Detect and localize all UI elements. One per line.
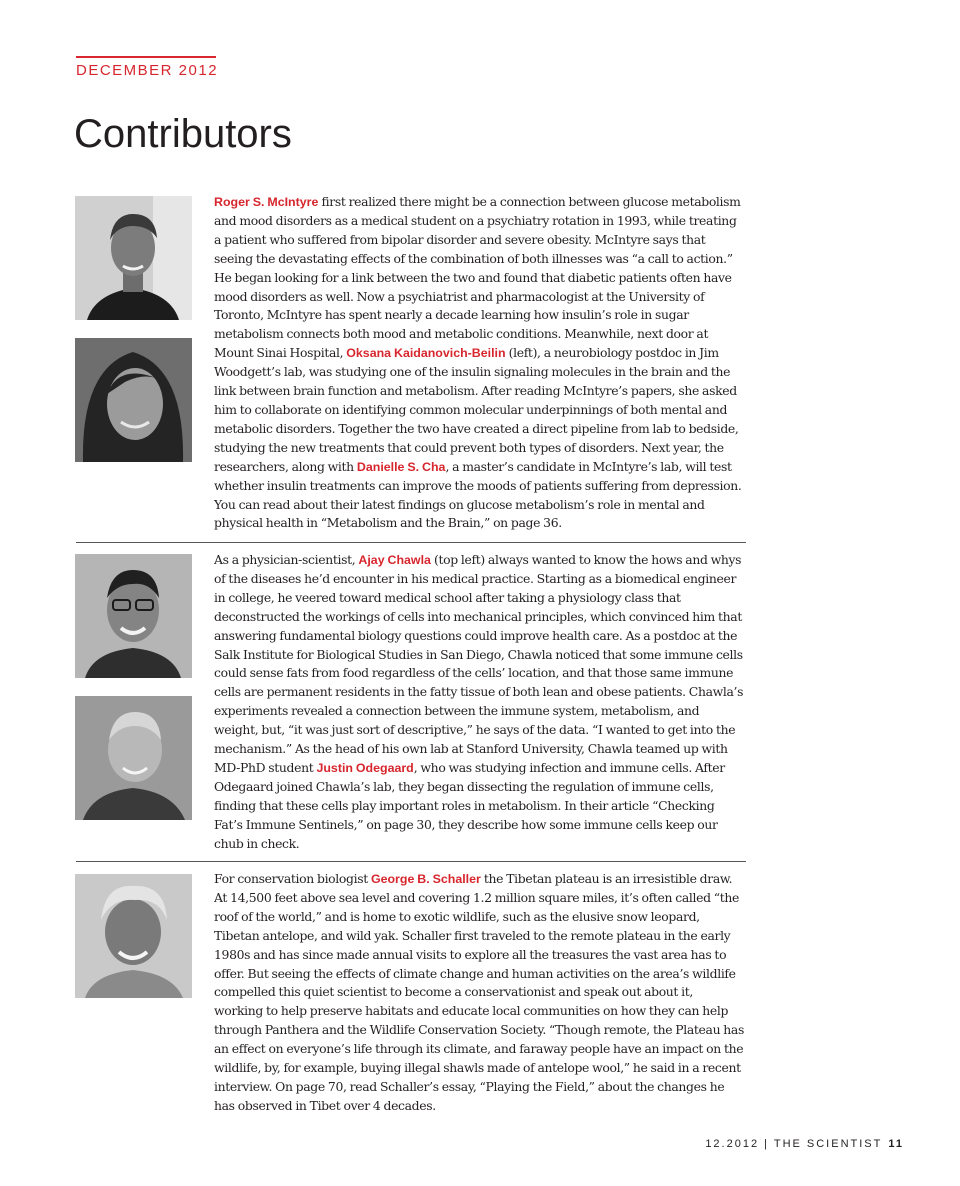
issue-date: DECEMBER 2012 <box>76 62 219 79</box>
contributor-name: George B. Schaller <box>370 872 481 886</box>
page-number: 11 <box>888 1138 904 1150</box>
contributor-photo <box>75 554 192 678</box>
section-divider <box>76 861 746 862</box>
contributor-bio: For conservation biologist George B. Schaller the Tibetan plateau is an irresistible draw. At 14,500 feet above sea level and covering 1.2 million square miles, it’s often called “the roof of the world,” and is home to exotic wildlife, such as the elusive snow leopard, Tibetan antelope, and wild yak. Schaller first traveled to the remote plateau in the early 1980s and has since made annual visits to explore all the treasures the vast area has to offer. But seeing the effects of climate change and human activities on the area’s wildlife compelled this quiet scientist to become a conservationist and speak out about it, working to help preserve habitats and educate local communities on how they can help through Panthera and the Wildlife Conservation Society. “Though remote, the Plateau has an effect on everyone’s life through its climate, and faraway people have an impact on the wildlife, by, for example, buying illegal shawls made of antelope wool,” he said in a recent interview. On page 70, read Schaller’s essay, “Playing the Field,” about the changes he has observed in Tibet over 4 decades. <box>214 871 744 1113</box>
contributor-name: Ajay Chawla <box>358 553 431 567</box>
contributor-photo <box>75 196 192 320</box>
page-footer <box>705 1138 904 1150</box>
folio-text: 12.2012 | THE SCIENTIST <box>705 1138 883 1150</box>
page-title: Contributors <box>74 112 292 156</box>
contributor-photo <box>75 338 192 462</box>
contributor-bio: Roger S. McIntyre first realized there might be a connection between glucose metabolism and mood disorders as a medical student on a psychiatry rotation in 1993, while treating a patient who suffered from bipolar disorder and severe obesity. McIntyre says that seeing the devastating effects of the combination of both illnesses was “a call to action.” He began looking for a link between the two and found that diabetic patients often have mood disorders as well. Now a psychiatrist and pharmacologist at the University of Toronto, McIntyre has spent nearly a decade learning how insulin’s role in sugar metabolism connects both mood and metabolic conditions. Meanwhile, next door at Mount Sinai Hospital, Oksana Kaidanovich-Beilin (left), a neurobiology postdoc in Jim Woodgett’s lab, was studying one of the insulin signaling molecules in the brain and the link between brain function and metabolism. After reading McIntyre’s papers, she asked him to collaborate on identifying common molecular underpinnings of both mental and metabolic disorders. Together the two have created a direct pipeline from lab to bedside, studying the new treatments that could prevent both types of disorders. Next year, the researchers, along with Danielle S. Cha, a master’s candidate in McIntyre’s lab, will test whether insulin treatments can improve the moods of patients suffering from depression. You can read about their latest findings on glucose metabolism’s role in mental and physical health in “Metabolism and the Brain,” on page 36. <box>214 194 742 531</box>
section-divider <box>76 542 746 543</box>
contributor-photo <box>75 874 192 998</box>
contributor-photo <box>75 696 192 820</box>
contributor-name: Danielle S. Cha <box>356 459 446 474</box>
contributor-bio: As a physician-scientist, Ajay Chawla (top left) always wanted to know the hows and whys of the diseases he’d encounter in his medical practice. Starting as a biomedical engineer in college, he veered toward medical school after taking a physiology class that deconstructed the workings of cells into mechanical principles, which convinced him that answering fundamental biology questions could improve health care. As a postdoc at the Salk Institute for Biological Studies in San Diego, Chawla noticed that some immune cells could sense fats from food regardless of the cells’ location, and that those same immune cells are permanent residents in the fatty tissue of both lean and obese patients. Chawla’s experiments revealed a connection between the immune system, metabolism, and weight, but, “it was just sort of descriptive,” he says of the data. “I wanted to get into the mechanism.” As the head of his own lab at Stanford University, Chawla teamed up with MD-PhD student Justin Odegaard, who was studying infection and immune cells. After Odegaard joined Chawla’s lab, they began dissecting the regulation of immune cells, finding that these cells play important roles in metabolism. In their article “Checking Fat’s Immune Sentinels,” on page 30, they describe how some immune cells keep our chub in check. <box>214 552 744 851</box>
header-rule <box>76 56 216 58</box>
contributor-name: Roger S. McIntyre <box>214 195 319 209</box>
contributor-name: Oksana Kaidanovich-Beilin <box>346 346 506 361</box>
contributor-name: Justin Odegaard <box>316 760 414 775</box>
